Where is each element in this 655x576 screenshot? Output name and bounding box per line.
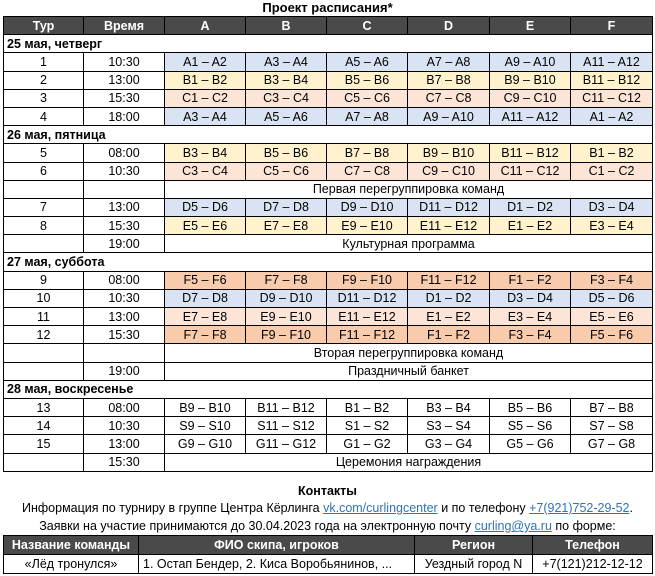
tour-number: 2: [4, 71, 84, 89]
application-form-table: [3, 535, 653, 574]
form-header-region: Регион: [415, 536, 533, 555]
round-row: [4, 289, 653, 307]
round-row: [4, 326, 653, 344]
match-sheet-a: B9 – B10: [165, 398, 246, 416]
match-sheet-b: A5 – A6: [246, 107, 327, 125]
tour-number: [4, 362, 84, 380]
match-sheet-b: E9 – E10: [246, 308, 327, 326]
match-sheet-d: G3 – G4: [408, 435, 490, 453]
match-sheet-a: E5 – E6: [165, 217, 246, 235]
info-text: по форме:: [551, 519, 616, 533]
event-label: Вторая перегруппировка команд: [165, 344, 653, 362]
match-sheet-f: A1 – A2: [571, 107, 653, 125]
day-label: 26 мая, пятница: [4, 126, 653, 144]
tour-number: 3: [4, 89, 84, 107]
match-sheet-b: B5 – B6: [246, 144, 327, 162]
event-label: Праздничный банкет: [165, 362, 653, 380]
form-header-phone: Телефон: [533, 536, 653, 555]
round-time: 15:30: [84, 326, 165, 344]
header-tour: Тур: [4, 17, 84, 35]
event-label: Первая перегруппировка команд: [165, 180, 653, 198]
match-sheet-e: A11 – A12: [490, 107, 571, 125]
tour-number: 12: [4, 326, 84, 344]
form-header-team: Название команды: [4, 536, 139, 555]
match-sheet-d: E11 – E12: [408, 217, 490, 235]
match-sheet-c: E9 – E10: [327, 217, 408, 235]
match-sheet-a: A1 – A2: [165, 53, 246, 71]
page-title: Проект расписания*: [262, 0, 393, 15]
match-sheet-a: D5 – D6: [165, 198, 246, 216]
match-sheet-c: A7 – A8: [327, 107, 408, 125]
schedule-table: [3, 16, 653, 472]
match-sheet-c: C5 – C6: [327, 89, 408, 107]
match-sheet-b: C5 – C6: [246, 162, 327, 180]
match-sheet-f: D3 – D4: [571, 198, 653, 216]
match-sheet-e: G5 – G6: [490, 435, 571, 453]
event-row: [4, 453, 653, 471]
round-row: [4, 398, 653, 416]
tour-number: 4: [4, 107, 84, 125]
match-sheet-b: D7 – D8: [246, 198, 327, 216]
match-sheet-e: C11 – C12: [490, 162, 571, 180]
email-link[interactable]: curling@ya.ru: [474, 519, 552, 533]
match-sheet-f: B7 – B8: [571, 398, 653, 416]
match-sheet-a: B1 – B2: [165, 71, 246, 89]
tour-number: 9: [4, 271, 84, 289]
round-time: 13:00: [84, 198, 165, 216]
match-sheet-d: A9 – A10: [408, 107, 490, 125]
tour-number: [4, 235, 84, 253]
header-sheet-c: C: [327, 17, 408, 35]
tour-number: [4, 180, 84, 198]
round-time: 10:30: [84, 417, 165, 435]
header-sheet-a: A: [165, 17, 246, 35]
info-text: и по телефону: [437, 501, 530, 515]
match-sheet-f: F5 – F6: [571, 326, 653, 344]
match-sheet-e: B9 – B10: [490, 71, 571, 89]
match-sheet-d: E1 – E2: [408, 308, 490, 326]
round-time: 13:00: [84, 435, 165, 453]
match-sheet-d: C7 – C8: [408, 89, 490, 107]
round-time: 13:00: [84, 71, 165, 89]
header-sheet-e: E: [490, 17, 571, 35]
info-text: Информация по турниру в группе Центра Кёрлинга: [22, 501, 324, 515]
phone-link[interactable]: +7(921)752-29-52: [529, 501, 630, 515]
match-sheet-b: A3 – A4: [246, 53, 327, 71]
contacts-title: Контакты: [298, 484, 357, 498]
round-row: [4, 217, 653, 235]
tour-number: [4, 344, 84, 362]
round-time: 18:00: [84, 107, 165, 125]
tour-number: 1: [4, 53, 84, 71]
match-sheet-e: F3 – F4: [490, 326, 571, 344]
match-sheet-c: S1 – S2: [327, 417, 408, 435]
match-sheet-f: B1 – B2: [571, 144, 653, 162]
match-sheet-b: F7 – F8: [246, 271, 327, 289]
form-header-players: ФИО скипа, игроков: [139, 536, 415, 555]
header-sheet-d: D: [408, 17, 490, 35]
tour-number: 15: [4, 435, 84, 453]
header-sheet-b: B: [246, 17, 327, 35]
round-row: [4, 89, 653, 107]
round-time: 15:30: [84, 217, 165, 235]
round-time: 13:00: [84, 308, 165, 326]
tour-number: 10: [4, 289, 84, 307]
event-row: [4, 180, 653, 198]
header-time: Время: [84, 17, 165, 35]
vk-group-link[interactable]: vk.com/curlingcenter: [323, 501, 438, 515]
event-row: [4, 344, 653, 362]
match-sheet-d: D11 – D12: [408, 198, 490, 216]
info-line-group: [0, 500, 655, 516]
tour-number: 8: [4, 217, 84, 235]
match-sheet-d: A7 – A8: [408, 53, 490, 71]
match-sheet-e: C9 – C10: [490, 89, 571, 107]
round-row: [4, 308, 653, 326]
match-sheet-c: B1 – B2: [327, 398, 408, 416]
match-sheet-a: E7 – E8: [165, 308, 246, 326]
match-sheet-a: B3 – B4: [165, 144, 246, 162]
match-sheet-f: E5 – E6: [571, 308, 653, 326]
match-sheet-f: B11 – B12: [571, 71, 653, 89]
day-label: 28 мая, воскресенье: [4, 380, 653, 398]
match-sheet-b: C3 – C4: [246, 89, 327, 107]
match-sheet-a: C1 – C2: [165, 89, 246, 107]
match-sheet-e: E1 – E2: [490, 217, 571, 235]
match-sheet-a: F5 – F6: [165, 271, 246, 289]
round-row: [4, 71, 653, 89]
match-sheet-f: G7 – G8: [571, 435, 653, 453]
round-row: [4, 162, 653, 180]
match-sheet-c: F9 – F10: [327, 271, 408, 289]
match-sheet-a: G9 – G10: [165, 435, 246, 453]
form-header-row: [4, 536, 653, 555]
match-sheet-e: B5 – B6: [490, 398, 571, 416]
event-row: [4, 362, 653, 380]
form-team-name: «Лёд тронулся»: [4, 555, 139, 574]
event-row: [4, 235, 653, 253]
match-sheet-b: F9 – F10: [246, 326, 327, 344]
match-sheet-d: B3 – B4: [408, 398, 490, 416]
match-sheet-d: S3 – S4: [408, 417, 490, 435]
match-sheet-a: F7 – F8: [165, 326, 246, 344]
match-sheet-f: C1 – C2: [571, 162, 653, 180]
match-sheet-e: D3 – D4: [490, 289, 571, 307]
match-sheet-c: B5 – B6: [327, 71, 408, 89]
round-row: [4, 417, 653, 435]
day-label: 25 мая, четверг: [4, 35, 653, 53]
match-sheet-b: S11 – S12: [246, 417, 327, 435]
header-sheet-f: F: [571, 17, 653, 35]
match-sheet-e: E3 – E4: [490, 308, 571, 326]
tour-number: [4, 453, 84, 471]
match-sheet-d: B9 – B10: [408, 144, 490, 162]
day-header-row: [4, 35, 653, 53]
tour-number: 14: [4, 417, 84, 435]
match-sheet-c: B7 – B8: [327, 144, 408, 162]
form-phone: +7(121)212-12-12: [533, 555, 653, 574]
match-sheet-e: S5 – S6: [490, 417, 571, 435]
match-sheet-c: D9 – D10: [327, 198, 408, 216]
event-time: 19:00: [84, 235, 165, 253]
round-row: [4, 271, 653, 289]
info-line-application: [0, 518, 655, 534]
round-time: 08:00: [84, 144, 165, 162]
match-sheet-c: C7 – C8: [327, 162, 408, 180]
info-text: .: [629, 501, 633, 515]
match-sheet-b: B11 – B12: [246, 398, 327, 416]
event-time: [84, 180, 165, 198]
round-time: 10:30: [84, 53, 165, 71]
match-sheet-d: D1 – D2: [408, 289, 490, 307]
round-row: [4, 107, 653, 125]
info-text: Заявки на участие принимаются до 30.04.2023 года на электронную почту: [39, 519, 475, 533]
match-sheet-c: G1 – G2: [327, 435, 408, 453]
match-sheet-a: C3 – C4: [165, 162, 246, 180]
match-sheet-e: D1 – D2: [490, 198, 571, 216]
tour-number: 11: [4, 308, 84, 326]
match-sheet-c: D11 – D12: [327, 289, 408, 307]
round-time: 08:00: [84, 398, 165, 416]
match-sheet-f: S7 – S8: [571, 417, 653, 435]
day-header-row: [4, 253, 653, 271]
event-time: 19:00: [84, 362, 165, 380]
match-sheet-f: F3 – F4: [571, 271, 653, 289]
tour-number: 5: [4, 144, 84, 162]
day-label: 27 мая, суббота: [4, 253, 653, 271]
match-sheet-e: B11 – B12: [490, 144, 571, 162]
tour-number: 13: [4, 398, 84, 416]
round-time: 10:30: [84, 289, 165, 307]
match-sheet-e: F1 – F2: [490, 271, 571, 289]
match-sheet-d: C9 – C10: [408, 162, 490, 180]
day-header-row: [4, 126, 653, 144]
round-row: [4, 198, 653, 216]
match-sheet-c: F11 – F12: [327, 326, 408, 344]
event-label: Церемония награждения: [165, 453, 653, 471]
day-header-row: [4, 380, 653, 398]
match-sheet-f: A11 – A12: [571, 53, 653, 71]
match-sheet-b: D9 – D10: [246, 289, 327, 307]
round-row: [4, 435, 653, 453]
match-sheet-f: D5 – D6: [571, 289, 653, 307]
event-label: Культурная программа: [165, 235, 653, 253]
match-sheet-c: E11 – E12: [327, 308, 408, 326]
match-sheet-c: A5 – A6: [327, 53, 408, 71]
round-row: [4, 144, 653, 162]
match-sheet-d: F1 – F2: [408, 326, 490, 344]
round-row: [4, 53, 653, 71]
round-time: 10:30: [84, 162, 165, 180]
tour-number: 7: [4, 198, 84, 216]
match-sheet-a: D7 – D8: [165, 289, 246, 307]
form-players: 1. Остап Бендер, 2. Киса Воробьянинов, ...: [139, 555, 415, 574]
match-sheet-e: A9 – A10: [490, 53, 571, 71]
match-sheet-f: E3 – E4: [571, 217, 653, 235]
match-sheet-f: C11 – C12: [571, 89, 653, 107]
schedule-header-row: [4, 17, 653, 35]
match-sheet-b: G11 – G12: [246, 435, 327, 453]
round-time: 08:00: [84, 271, 165, 289]
form-example-row: [4, 555, 653, 574]
match-sheet-d: B7 – B8: [408, 71, 490, 89]
match-sheet-a: S9 – S10: [165, 417, 246, 435]
tour-number: 6: [4, 162, 84, 180]
form-region: Уездный город N: [415, 555, 533, 574]
round-time: 15:30: [84, 89, 165, 107]
event-time: 15:30: [84, 453, 165, 471]
match-sheet-d: F11 – F12: [408, 271, 490, 289]
match-sheet-a: A3 – A4: [165, 107, 246, 125]
event-time: [84, 344, 165, 362]
match-sheet-b: B3 – B4: [246, 71, 327, 89]
match-sheet-b: E7 – E8: [246, 217, 327, 235]
